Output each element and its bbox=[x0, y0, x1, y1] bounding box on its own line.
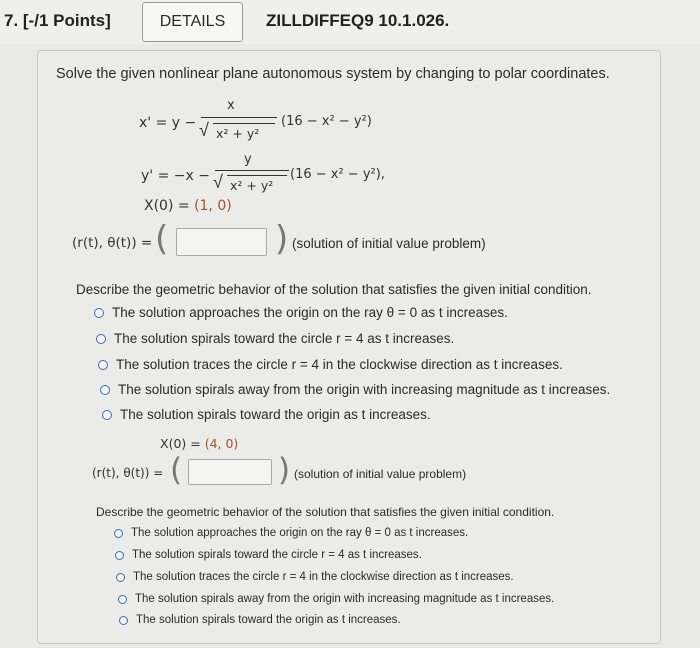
option-label: The solution spirals away from the origin with increasing magnitude as t increases. bbox=[118, 382, 611, 397]
radio-button[interactable] bbox=[94, 308, 104, 318]
option-label: The solution spirals toward the origin as t increases. bbox=[136, 614, 401, 626]
xprime-radicand: x² + y² bbox=[216, 126, 260, 141]
radio-button[interactable] bbox=[96, 334, 106, 344]
yprime-radicand: x² + y² bbox=[230, 178, 274, 193]
option-2-spiral-circle[interactable] bbox=[115, 549, 422, 561]
yprime-factor: (16 − x² − y²), bbox=[290, 167, 385, 182]
answer-1-label: (r(t), θ(t)) = bbox=[72, 235, 153, 251]
option-label: The solution approaches the origin on the ray θ = 0 as t increases. bbox=[112, 305, 508, 320]
answer-2-input[interactable] bbox=[188, 459, 272, 485]
details-button[interactable]: DETAILS bbox=[142, 2, 243, 42]
answer-2-label: (r(t), θ(t)) = bbox=[92, 466, 164, 480]
option-2-spiral-origin[interactable] bbox=[119, 614, 401, 626]
option-1-trace-circle[interactable] bbox=[98, 357, 563, 372]
xprime-numerator: x bbox=[227, 98, 235, 113]
answer-1-input[interactable] bbox=[176, 228, 267, 256]
radio-button[interactable] bbox=[102, 410, 112, 420]
question-code: ZILLDIFFEQ9 10.1.026. bbox=[266, 11, 450, 30]
radio-button[interactable] bbox=[118, 595, 127, 604]
xprime-lhs: x' = y − bbox=[139, 115, 197, 131]
yprime-fraction-bar bbox=[215, 170, 289, 171]
radio-button[interactable] bbox=[100, 385, 110, 395]
answer-2-left-paren: ( bbox=[170, 452, 183, 488]
yprime-lhs: y' = −x − bbox=[141, 168, 210, 184]
describe-2: Describe the geometric behavior of the solution that satisfies the given initial condition. bbox=[96, 505, 555, 519]
radio-button[interactable] bbox=[114, 529, 123, 538]
xprime-sqrt-bar bbox=[213, 123, 275, 124]
option-label: The solution spirals toward the circle r = 4 as t increases. bbox=[114, 331, 455, 346]
yprime-numerator: y bbox=[244, 152, 252, 167]
initial-condition-1-label: X(0) = bbox=[144, 198, 195, 214]
sqrt-icon: √ bbox=[199, 120, 209, 140]
option-2-approach-origin[interactable] bbox=[114, 527, 468, 539]
initial-condition-2-value: (4, 0) bbox=[204, 436, 239, 451]
radio-button[interactable] bbox=[116, 573, 125, 582]
option-1-spiral-away[interactable] bbox=[100, 382, 610, 397]
answer-1-left-paren: ( bbox=[155, 219, 169, 259]
initial-condition-1-value: (1, 0) bbox=[194, 198, 232, 214]
initial-condition-1 bbox=[144, 198, 232, 214]
yprime-sqrt-bar bbox=[227, 175, 287, 176]
option-label: The solution approaches the origin on the ray θ = 0 as t increases. bbox=[131, 527, 469, 539]
answer-2-hint: (solution of initial value problem) bbox=[294, 467, 467, 481]
answer-1-hint: (solution of initial value problem) bbox=[292, 236, 486, 251]
describe-1: Describe the geometric behavior of the solution that satisfies the given initial condition. bbox=[76, 282, 592, 297]
answer-2-right-paren: ) bbox=[278, 452, 291, 488]
option-1-spiral-origin[interactable] bbox=[102, 407, 431, 422]
radio-button[interactable] bbox=[98, 360, 108, 370]
xprime-factor: (16 − x² − y²) bbox=[281, 114, 372, 129]
option-1-approach-origin[interactable] bbox=[94, 305, 508, 320]
option-label: The solution traces the circle r = 4 in the clockwise direction as t increases. bbox=[133, 571, 514, 583]
initial-condition-2 bbox=[160, 436, 238, 451]
option-label: The solution traces the circle r = 4 in the clockwise direction as t increases. bbox=[116, 357, 563, 372]
answer-1-right-paren: ) bbox=[275, 219, 289, 259]
option-label: The solution spirals toward the origin as t increases. bbox=[120, 407, 431, 422]
question-number: 7. [-/1 Points] bbox=[4, 11, 111, 30]
sqrt-icon: √ bbox=[213, 172, 223, 192]
radio-button[interactable] bbox=[115, 551, 124, 560]
option-2-spiral-away[interactable] bbox=[118, 593, 554, 605]
option-1-spiral-circle[interactable] bbox=[96, 331, 454, 346]
option-label: The solution spirals away from the origin with increasing magnitude as t increases. bbox=[135, 593, 555, 605]
option-2-trace-circle[interactable] bbox=[116, 571, 514, 583]
initial-condition-2-label: X(0) = bbox=[160, 436, 205, 451]
question-header bbox=[0, 0, 700, 44]
problem-prompt: Solve the given nonlinear plane autonomous system by changing to polar coordinates. bbox=[56, 66, 610, 82]
xprime-fraction-bar bbox=[201, 117, 277, 118]
option-label: The solution spirals toward the circle r = 4 as t increases. bbox=[132, 549, 422, 561]
radio-button[interactable] bbox=[119, 616, 128, 625]
